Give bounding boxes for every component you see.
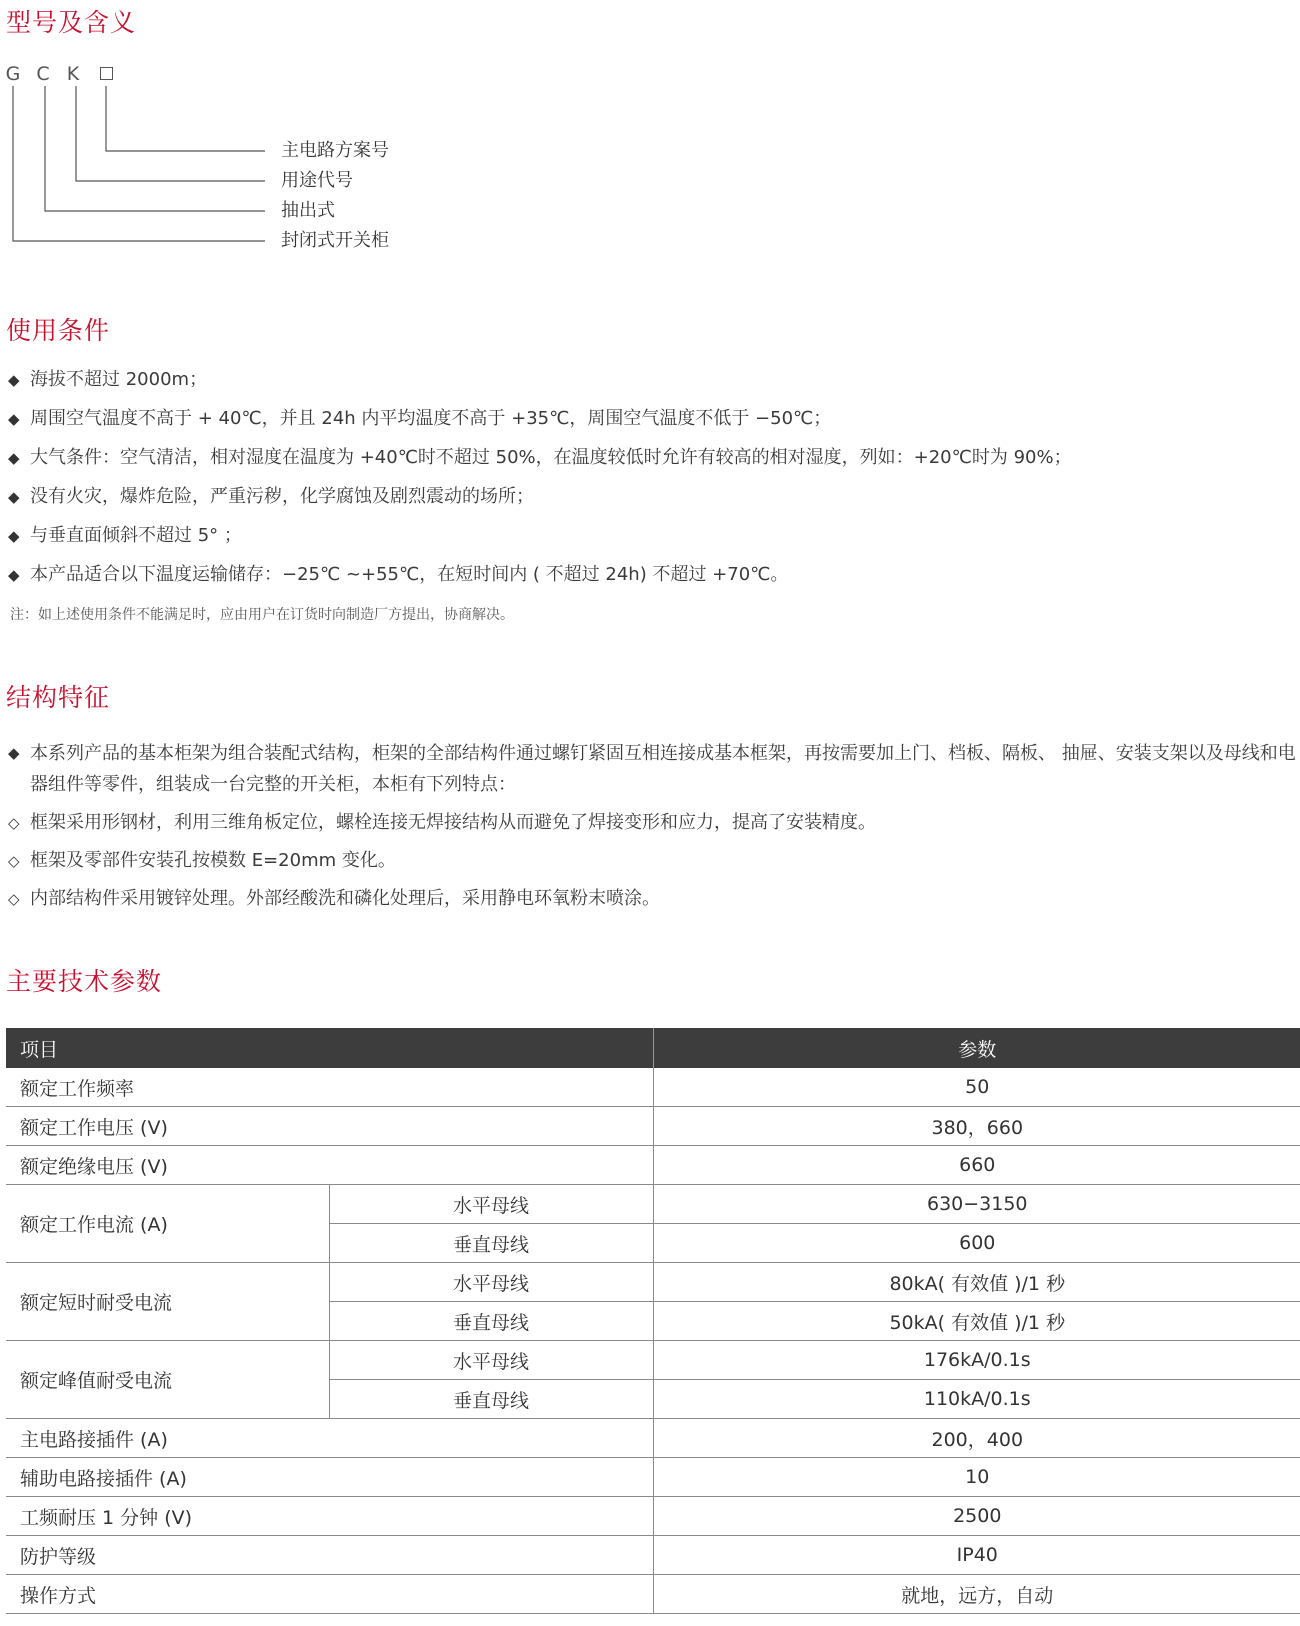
list-item: ◆ 没有火灾，爆炸危险，严重污秽，化学腐蚀及剧烈震动的场所； bbox=[8, 486, 534, 507]
table-row: 额定工作电压 (V) 380，660 bbox=[6, 1107, 1300, 1146]
diamond-outline-icon: ◇ bbox=[8, 852, 20, 870]
diamond-filled-icon: ◆ bbox=[8, 371, 20, 389]
table-row: 辅助电路接插件 (A) 10 bbox=[6, 1458, 1300, 1497]
legend-withdrawable: 抽出式 bbox=[281, 200, 335, 221]
list-item: ◆ 与垂直面倾斜不超过 5° ； bbox=[8, 525, 242, 546]
diamond-outline-icon: ◇ bbox=[8, 814, 20, 832]
table-row: 防护等级 IP40 bbox=[6, 1536, 1300, 1575]
section-title-structure: 结构特征 bbox=[6, 683, 111, 712]
table-row: 额定工作电流 (A) 水平母线 630−3150 bbox=[6, 1185, 1300, 1224]
diamond-filled-icon: ◆ bbox=[8, 488, 20, 506]
diamond-filled-icon: ◆ bbox=[8, 410, 20, 428]
code-letter-c: C bbox=[36, 63, 50, 85]
table-row: 操作方式 就地，远方，自动 bbox=[6, 1575, 1300, 1614]
list-item: ◆ 本系列产品的基本柜架为组合装配式结构，柜架的全部结构件通过螺钉紧固互相连接成基本框架，再按需要加上门、档板、隔板、 抽屉、安装支架以及母线和电器组件等零件，组装成一台完整的开关柜，本柜有下列特点： bbox=[8, 738, 1300, 800]
code-letter-g: G bbox=[5, 63, 21, 85]
list-item: ◆ 本产品适合以下温度运输储存：−25℃ ~+55℃，在短时间内 ( 不超过 24h) 不超过 +70℃。 bbox=[8, 564, 789, 585]
header-param: 参数 bbox=[653, 1028, 1300, 1068]
table-row: 工频耐压 1 分钟 (V) 2500 bbox=[6, 1497, 1300, 1536]
diamond-filled-icon: ◆ bbox=[8, 566, 20, 584]
list-item: ◇ 框架采用形钢材，利用三维角板定位，螺栓连接无焊接结构从而避免了焊接变形和应力，提高了安装精度。 bbox=[8, 812, 876, 833]
list-item: ◇ 框架及零部件安装孔按模数 E=20mm 变化。 bbox=[8, 850, 396, 871]
table-row: 额定短时耐受电流 水平母线 80kA( 有效值 )/1 秒 bbox=[6, 1263, 1300, 1302]
diamond-outline-icon: ◇ bbox=[8, 890, 20, 908]
legend-enclosed-switchgear: 封闭式开关柜 bbox=[281, 230, 389, 251]
table-row: 主电路接插件 (A) 200，400 bbox=[6, 1419, 1300, 1458]
table-row: 额定峰值耐受电流 水平母线 176kA/0.1s bbox=[6, 1341, 1300, 1380]
technical-params-table bbox=[6, 1028, 1300, 1614]
diamond-filled-icon: ◆ bbox=[8, 449, 20, 467]
list-item: ◆ 大气条件：空气清洁，相对湿度在温度为 +40℃时不超过 50%，在温度较低时允许有较高的相对湿度，列如：+20℃时为 90%； bbox=[8, 447, 1072, 468]
section-title-params: 主要技术参数 bbox=[6, 967, 163, 996]
legend-main-circuit-scheme: 主电路方案号 bbox=[281, 140, 389, 161]
table-row: 垂直母线 50kA( 有效值 )/1 秒 bbox=[6, 1302, 1300, 1341]
table-row: 额定绝缘电压 (V) 660 bbox=[6, 1146, 1300, 1185]
table-header-row bbox=[6, 1028, 1300, 1068]
table-row: 垂直母线 110kA/0.1s bbox=[6, 1380, 1300, 1419]
section-title-conditions: 使用条件 bbox=[6, 316, 111, 345]
legend-usage-code: 用途代号 bbox=[281, 170, 353, 191]
list-item: ◆ 海拔不超过 2000m； bbox=[8, 369, 208, 390]
model-code-connector-lines bbox=[0, 0, 300, 260]
diamond-filled-icon: ◆ bbox=[8, 744, 20, 762]
diamond-filled-icon: ◆ bbox=[8, 527, 20, 545]
section-title-model: 型号及含义 bbox=[6, 8, 137, 37]
code-letter-k: K bbox=[66, 63, 80, 85]
list-item: ◆ 周围空气温度不高于 + 40℃，并且 24h 内平均温度不高于 +35℃，周围空气温度不低于 −50℃； bbox=[8, 408, 832, 429]
table-row: 垂直母线 600 bbox=[6, 1224, 1300, 1263]
header-item: 项目 bbox=[6, 1028, 653, 1068]
conditions-note: 注：如上述使用条件不能满足时，应由用户在订货时向制造厂方提出，协商解决。 bbox=[10, 607, 514, 623]
list-item: ◇ 内部结构件采用镀锌处理。外部经酸洗和磷化处理后，采用静电环氧粉末喷涂。 bbox=[8, 888, 660, 909]
table-row: 额定工作频率 50 bbox=[6, 1068, 1300, 1107]
